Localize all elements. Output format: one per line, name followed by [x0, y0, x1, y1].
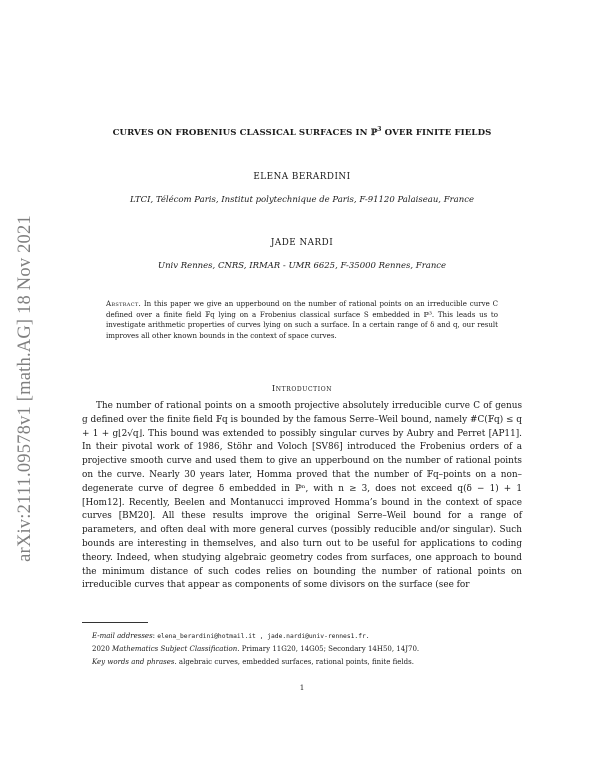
email-label: E-mail addresses [92, 632, 153, 640]
page-number: 1 [299, 683, 305, 692]
email-addresses: elena_berardini@hotmail.it , jade.nardi@univ-rennes1.fr. [157, 633, 370, 640]
abstract [106, 299, 498, 341]
msc-year: 2020 [92, 645, 113, 654]
footnote-keywords [82, 656, 522, 668]
main-text [82, 400, 522, 593]
author-name-1: ELENA BERARDINI [253, 172, 351, 182]
intro-paragraph: The number of rational points on a smooth projective absolutely irreducible curve C of genus g defined over the finite field 𝔽q is bounded by the famous Serre–Weil bound, namely #C(𝔽q) ≤ q + 1 + g⌊2√q⌋. This bound was extended to possibly singular curves by Aubry and Perret [AP11]. In their pivotal work of 1986, Stöhr and Voloch [SV86] introduced the Frobenius orders of a projective smooth curve and used them to give an upperbound on the number of rational points on the curve. Nearly 30 years later, Homma proved that the number of 𝔽q–points on a non–degenerate curve of degree δ embedded in ℙⁿ, with n ≥ 3, does not exceed q(δ − 1) + 1 [Hom12]. Recently, Beelen and Montanucci improved Homma’s bound in the context of space curves [BM20]. All these results improve the original Serre–Weil bound for a range of parameters, and often deal with more general curves (possibly reducible and/or singular). Such bounds are interesting in themselves, and also turn out to be useful for applications to coding theory. Indeed, when studying algebraic geometry codes from surfaces, one approach to bound the minimum distance of such codes relies on bounding the number of rational points on irreducible curves that appear as components of some divisors on the surface (see for [82, 401, 522, 591]
abstract-text: In this paper we give an upperbound on the number of rational points on an irreducible curve C defined over a finite field 𝔽q lying on a Frobenius classical surface S embedded in ℙ³. This leads us to investigate arithmetic properties of curves lying on such a surface. In a certain range of δ and q, our result improves all other known bounds in the context of space curves. [106, 299, 498, 340]
abstract-label: Abstract. [106, 299, 141, 308]
section-heading: Introduction [271, 383, 333, 393]
msc-label: Mathematics Subject Classification. [112, 645, 240, 654]
title-superscript: 3 [377, 126, 382, 133]
title-text-end: OVER FINITE FIELDS [381, 127, 492, 138]
author-affiliation-1: LTCI, Télécom Paris, Institut polytechnique de Paris, F-91120 Palaiseau, France [129, 195, 474, 205]
arxiv-stamp-text: arXiv:2111.09578v1 [math.AG] 18 Nov 2021 [14, 214, 35, 562]
author-affiliation-2: Univ Rennes, CNRS, IRMAR - UMR 6625, F-35000 Rennes, France [157, 261, 447, 271]
keywords-text: algebraic curves, embedded surfaces, rational points, finite fields. [178, 657, 414, 666]
msc-codes: Primary 11G20, 14G05; Secondary 14H50, 14J70. [241, 645, 420, 654]
arxiv-stamp [2, 0, 48, 776]
keywords-label: Key words and phrases. [92, 657, 177, 666]
footnote-emails: E-mail addresses: elena_berardini@hotmail.it , jade.nardi@univ-rennes1.fr. [92, 632, 370, 640]
paper-title [82, 126, 522, 138]
title-text: CURVES ON FROBENIUS CLASSICAL SURFACES IN ℙ [112, 127, 378, 138]
author-name-2: JADE NARDI [270, 238, 334, 248]
footnote-msc [82, 643, 522, 655]
footnote-rule [82, 622, 148, 623]
footnotes [82, 630, 522, 668]
